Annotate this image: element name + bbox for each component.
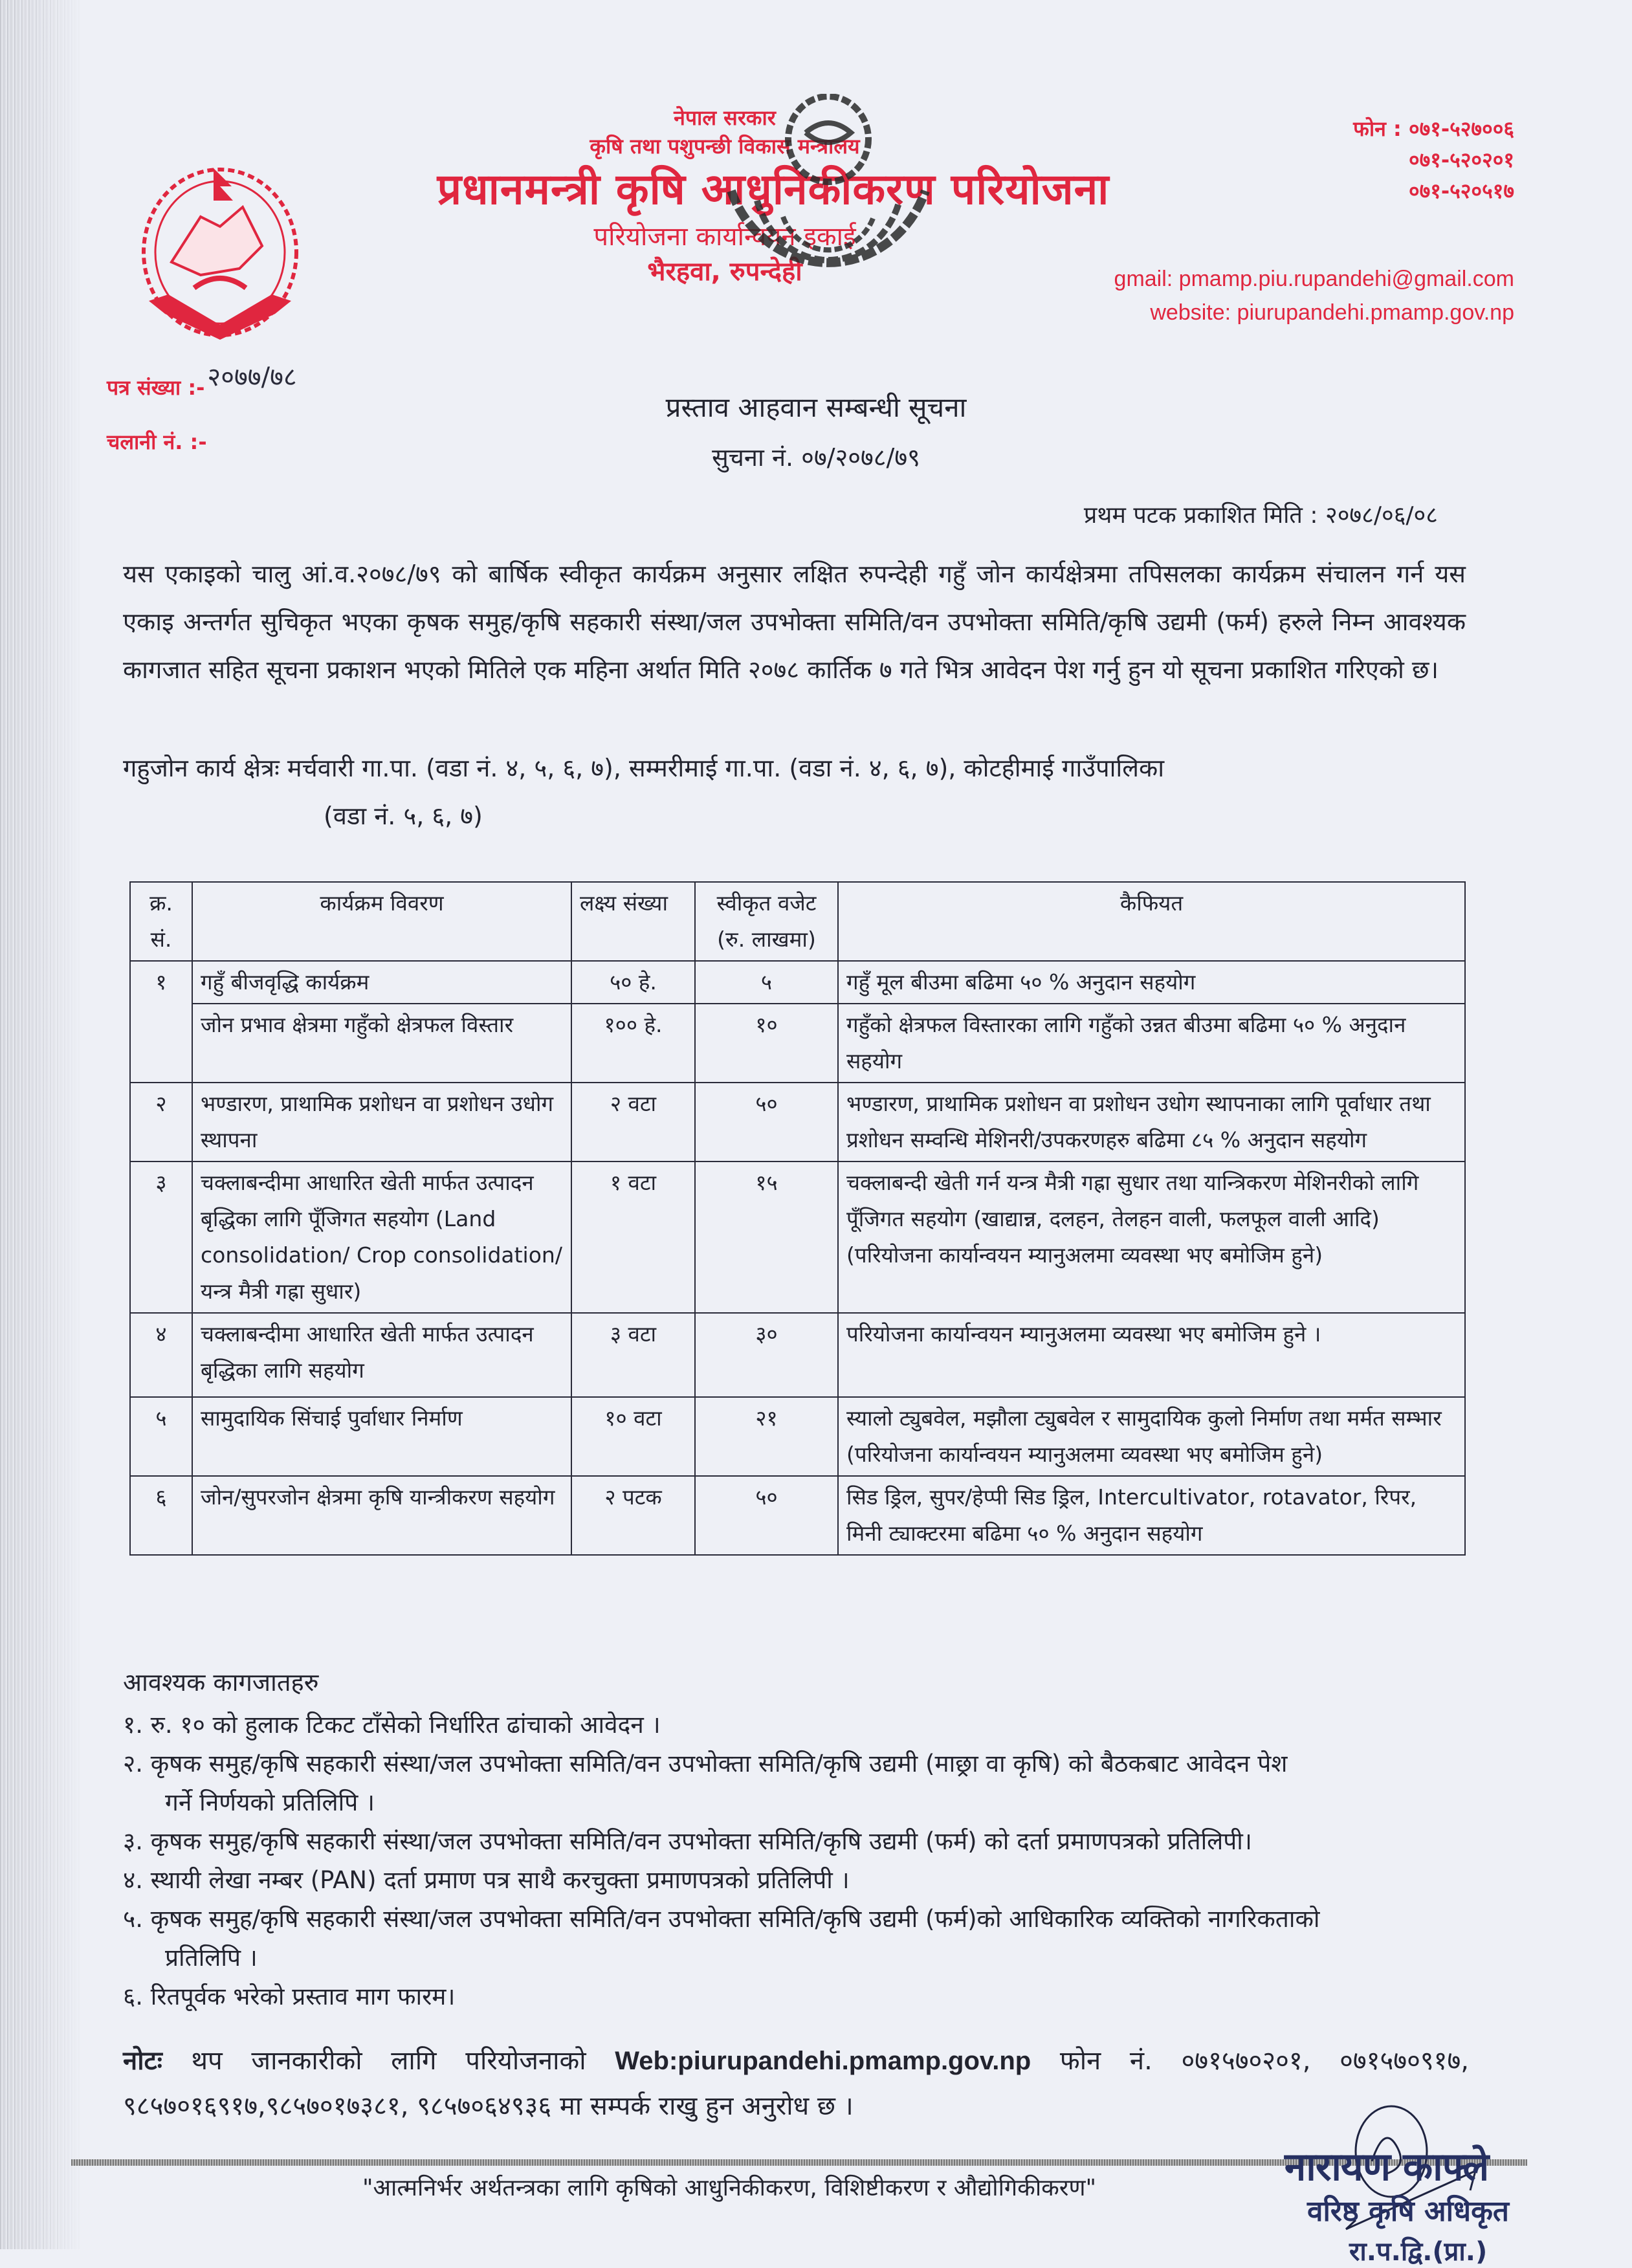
cell-budget: ५: [695, 961, 838, 1004]
cell-description: चक्लाबन्दीमा आधारित खेती मार्फत उत्पादन बृद्धिका लागि सहयोग: [192, 1313, 571, 1397]
cell-remarks: गहुँ मूल बीउमा बढिमा ५० % अनुदान सहयोग: [838, 961, 1465, 1004]
cell-description: भण्डारण, प्राथामिक प्रशोधन वा प्रशोधन उधोग स्थापना: [192, 1083, 571, 1162]
table-row: [130, 1083, 1465, 1162]
cell-sn: ३: [130, 1162, 192, 1313]
cell-target: १० वटा: [571, 1397, 695, 1476]
government-name: नेपाल सरकार: [674, 105, 776, 130]
document-item: ४. स्थायी लेखा नम्बर (PAN) दर्ता प्रमाण पत्र साथै करचुक्ता प्रमाणपत्रको प्रतिलिपी ।: [123, 1866, 850, 1894]
work-zone-line: गहुजोन कार्य क्षेत्रः मर्चवारी गा.पा. (वडा नं. ४, ५, ६, ७), सम्मरीमाई गा.पा. (वडा नं. ४, ६, ७), कोटहीमाई गाउँपालिका: [123, 754, 1165, 782]
col-description: कार्यक्रम विवरण: [192, 882, 571, 961]
cell-budget: १०: [695, 1004, 838, 1083]
cell-budget: ५०: [695, 1476, 838, 1555]
letter-no-value: २०७७/७८: [207, 362, 297, 392]
phone-block: [1255, 113, 1514, 206]
cell-budget: ३०: [695, 1313, 838, 1397]
notice-title: प्रस्ताव आहवान सम्बन्धी सूचना: [665, 391, 967, 423]
table-row: [130, 1313, 1465, 1397]
cell-sn: ५: [130, 1397, 192, 1476]
cell-sn: ६: [130, 1476, 192, 1555]
ministry-name: कृषि तथा पशुपन्छी विकास मन्त्रालय: [590, 134, 860, 159]
table-row: [130, 1004, 1465, 1083]
notice-paragraph: यस एकाइको चालु आं.व.२०७८/७९ को बार्षिक स्वीकृत कार्यक्रम अनुसार लक्षित रुपन्देही गहुँ जोन कार्यक्षेत्रमा तपिसलका कार्यक्रम संचालन गर्न यस एकाइ अन्तर्गत सुचिकृत भएका कृषक समुह/कृषि सहकारी संस्था/जल उपभोक्ता समिति/वन उपभोक्ता समिति/कृषि उद्यमी (फर्म) हरुले निम्न आवश्यक कागजात सहित सूचना प्रकाशन भएको मितिले एक महिना अर्थात मिति २०७८ कार्तिक ७ गते भित्र आवेदन पेश गर्नु हुन यो सूचना प्रकाशित गरिएको छ।: [123, 560, 1466, 684]
scanner-edge-shadow: [0, 0, 84, 2249]
col-budget: स्वीकृत वजेट (रु. लाखमा): [695, 882, 838, 961]
phone-number: ०७१-५२०२०१: [1408, 148, 1514, 172]
cell-remarks: सिड ड्रिल, सुपर/हेप्पी सिड ड्रिल, Intercultivator, rotavator, रिपर, मिनी ट्याक्टरमा बढिमा ५० % अनुदान सहयोग: [838, 1476, 1465, 1555]
cell-budget: १५: [695, 1162, 838, 1313]
col-remarks: कैफियत: [838, 882, 1465, 961]
note-text: थप जानकारीको लागि परियोजनाको: [191, 2046, 586, 2076]
cell-description: सामुदायिक सिंचाई पुर्वाधार निर्माण: [192, 1397, 571, 1476]
note-label: नोटः: [123, 2046, 162, 2076]
cell-description: जोन/सुपरजोन क्षेत्रमा कृषि यान्त्रीकरण सहयोग: [192, 1476, 571, 1555]
cell-target: ३ वटा: [571, 1313, 695, 1397]
cell-remarks: भण्डारण, प्राथामिक प्रशोधन वा प्रशोधन उधोग स्थापनाका लागि पूर्वाधार तथा प्रशोधन सम्वन्धि मेशिनरी/उपकरणहरु बढिमा ८५ % अनुदान सहयोग: [838, 1083, 1465, 1162]
published-date: प्रथम पटक प्रकाशित मिति : २०७८/०६/०८: [1083, 502, 1438, 529]
gmail-address: gmail: pmamp.piu.rupandehi@gmail.com: [1114, 267, 1514, 291]
cell-description: गहुँ बीजवृद्धि कार्यक्रम: [192, 961, 571, 1004]
cell-budget: २१: [695, 1397, 838, 1476]
cell-budget: ५०: [695, 1083, 838, 1162]
dispatch-no-label: चलानी नं. :-: [107, 430, 207, 454]
cell-remarks: परियोजना कार्यान्वयन म्यानुअलमा व्यवस्था भए बमोजिम हुने ।: [838, 1313, 1465, 1397]
cell-sn: २: [130, 1083, 192, 1162]
note-phones: फोन नं. ०७१५७०२०१, ०७१५७०९१७, ९८५७०१६९१७,९८५७०१७३८१, ९८५७०६४९३६ मा सम्पर्क राखु हुन अनुरोध छ ।: [123, 2046, 1469, 2121]
note-website-link[interactable]: Web:piurupandehi.pmamp.gov.np: [615, 2047, 1031, 2075]
work-zone-line: (वडा नं. ५, ६, ७): [324, 802, 483, 830]
phone-number: ०७१-५२७००६: [1408, 116, 1514, 141]
signatory-grade: रा.प.द्वि.(प्रा.): [1349, 2237, 1488, 2267]
phone-number: ०७१-५२०५१७: [1408, 179, 1514, 203]
cell-description: चक्लाबन्दीमा आधारित खेती मार्फत उत्पादन बृद्धिका लागि पूँजिगत सहयोग (Land consolidation/ Crop consolidation/यन्त्र मैत्री गह्रा सुधार): [192, 1162, 571, 1313]
website-address: website: piurupandehi.pmamp.gov.np: [1150, 300, 1514, 325]
office-location: भैरहवा, रुपन्देही: [647, 257, 802, 287]
work-zone: [123, 744, 1466, 840]
signatory-title: वरिष्ठ कृषि अधिकृत: [1307, 2195, 1509, 2228]
unit-name: परियोजना कार्यान्वयन इकाई: [593, 222, 856, 252]
phone-label: फोन :: [1353, 116, 1402, 141]
col-target: लक्ष्य संख्या: [571, 882, 695, 961]
cell-sn: ४: [130, 1313, 192, 1397]
project-title: प्रधानमन्त्री कृषि आधुनिकीकरण परियोजना: [437, 164, 1110, 214]
table-row: [130, 1476, 1465, 1555]
signatory-name: नारायण काफ्ले: [1285, 2144, 1489, 2190]
cell-description: जोन प्रभाव क्षेत्रमा गहुँको क्षेत्रफल विस्तार: [192, 1004, 571, 1083]
office-stamp-icon: [686, 94, 971, 366]
web-contact-block: [1048, 262, 1514, 329]
cell-remarks: चक्लाबन्दी खेती गर्न यन्त्र मैत्री गह्रा सुधार तथा यान्त्रिकरण मेशिनरीको लागि पूँजिगत सहयोग (खाद्यान्न, दलहन, तेलहन वाली, फलफूल वाली आदि) (परियोजना कार्यान्वयन म्यानुअलमा व्यवस्था भए बमोजिम हुने): [838, 1162, 1465, 1313]
notice-number: सुचना नं. ०७/२०७८/७९: [712, 443, 920, 472]
cell-target: १०० हे.: [571, 1004, 695, 1083]
cell-remarks: स्यालो ट्युबवेल, मझौला ट्युबवेल र सामुदायिक कुलो निर्माण तथा मर्मत सम्भार (परियोजना कार्यान्वयन म्यानुअलमा व्यवस्था भए बमोजिम हुने): [838, 1397, 1465, 1476]
program-table: [129, 881, 1466, 1556]
document-item: ६. रितपूर्वक भरेको प्रस्ताव माग फारम।: [123, 1983, 456, 2010]
cell-target: २ पटक: [571, 1476, 695, 1555]
cell-target: २ वटा: [571, 1083, 695, 1162]
table-row: [130, 961, 1465, 1004]
documents-title: आवश्यक कागजातहरु: [123, 1668, 319, 1697]
letter-no-label: पत्र संख्या :-: [107, 375, 205, 400]
table-row: [130, 1162, 1465, 1313]
cell-remarks: गहुँको क्षेत्रफल विस्तारका लागि गहुँको उन्नत बीउमा बढिमा ५० % अनुदान सहयोग: [838, 1004, 1465, 1083]
table-row: [130, 1397, 1465, 1476]
table-header-row: [130, 882, 1465, 961]
col-sn: क्र. सं.: [130, 882, 192, 961]
document-item: ५. कृषक समुह/कृषि सहकारी संस्था/जल उपभोक्ता समिति/वन उपभोक्ता समिति/कृषि उद्यमी (फर्म)को आधिकारिक व्यक्तिको नागरिकताको प्रतिलिपि ।: [123, 1905, 1320, 1972]
contact-note: [123, 2038, 1469, 2129]
document-item: ३. कृषक समुह/कृषि सहकारी संस्था/जल उपभोक्ता समिति/वन उपभोक्ता समिति/कृषि उद्यमी (फर्म) को दर्ता प्रमाणपत्रको प्रतिलिपी।: [123, 1827, 1252, 1855]
cell-target: ५० हे.: [571, 961, 695, 1004]
document-item: १. रु. १० को हुलाक टिकट टाँसेको निर्धारित ढांचाको आवेदन ।: [123, 1711, 661, 1739]
footer-motto: "आत्मनिर्भर अर्थतन्त्रका लागि कृषिको आधुनिकीकरण, विशिष्टीकरण र औद्योगिकीकरण": [362, 2175, 1097, 2201]
required-documents: [123, 1663, 1469, 2016]
cell-target: १ वटा: [571, 1162, 695, 1313]
cell-sn: १: [130, 961, 192, 1083]
document-item: २. कृषक समुह/कृषि सहकारी संस्था/जल उपभोक्ता समिति/वन उपभोक्ता समिति/कृषि उद्यमी (माछ्रा वा कृषि) को बैठकबाट आवेदन पेश गर्ने निर्णयको प्रतिलिपि ।: [123, 1750, 1288, 1816]
